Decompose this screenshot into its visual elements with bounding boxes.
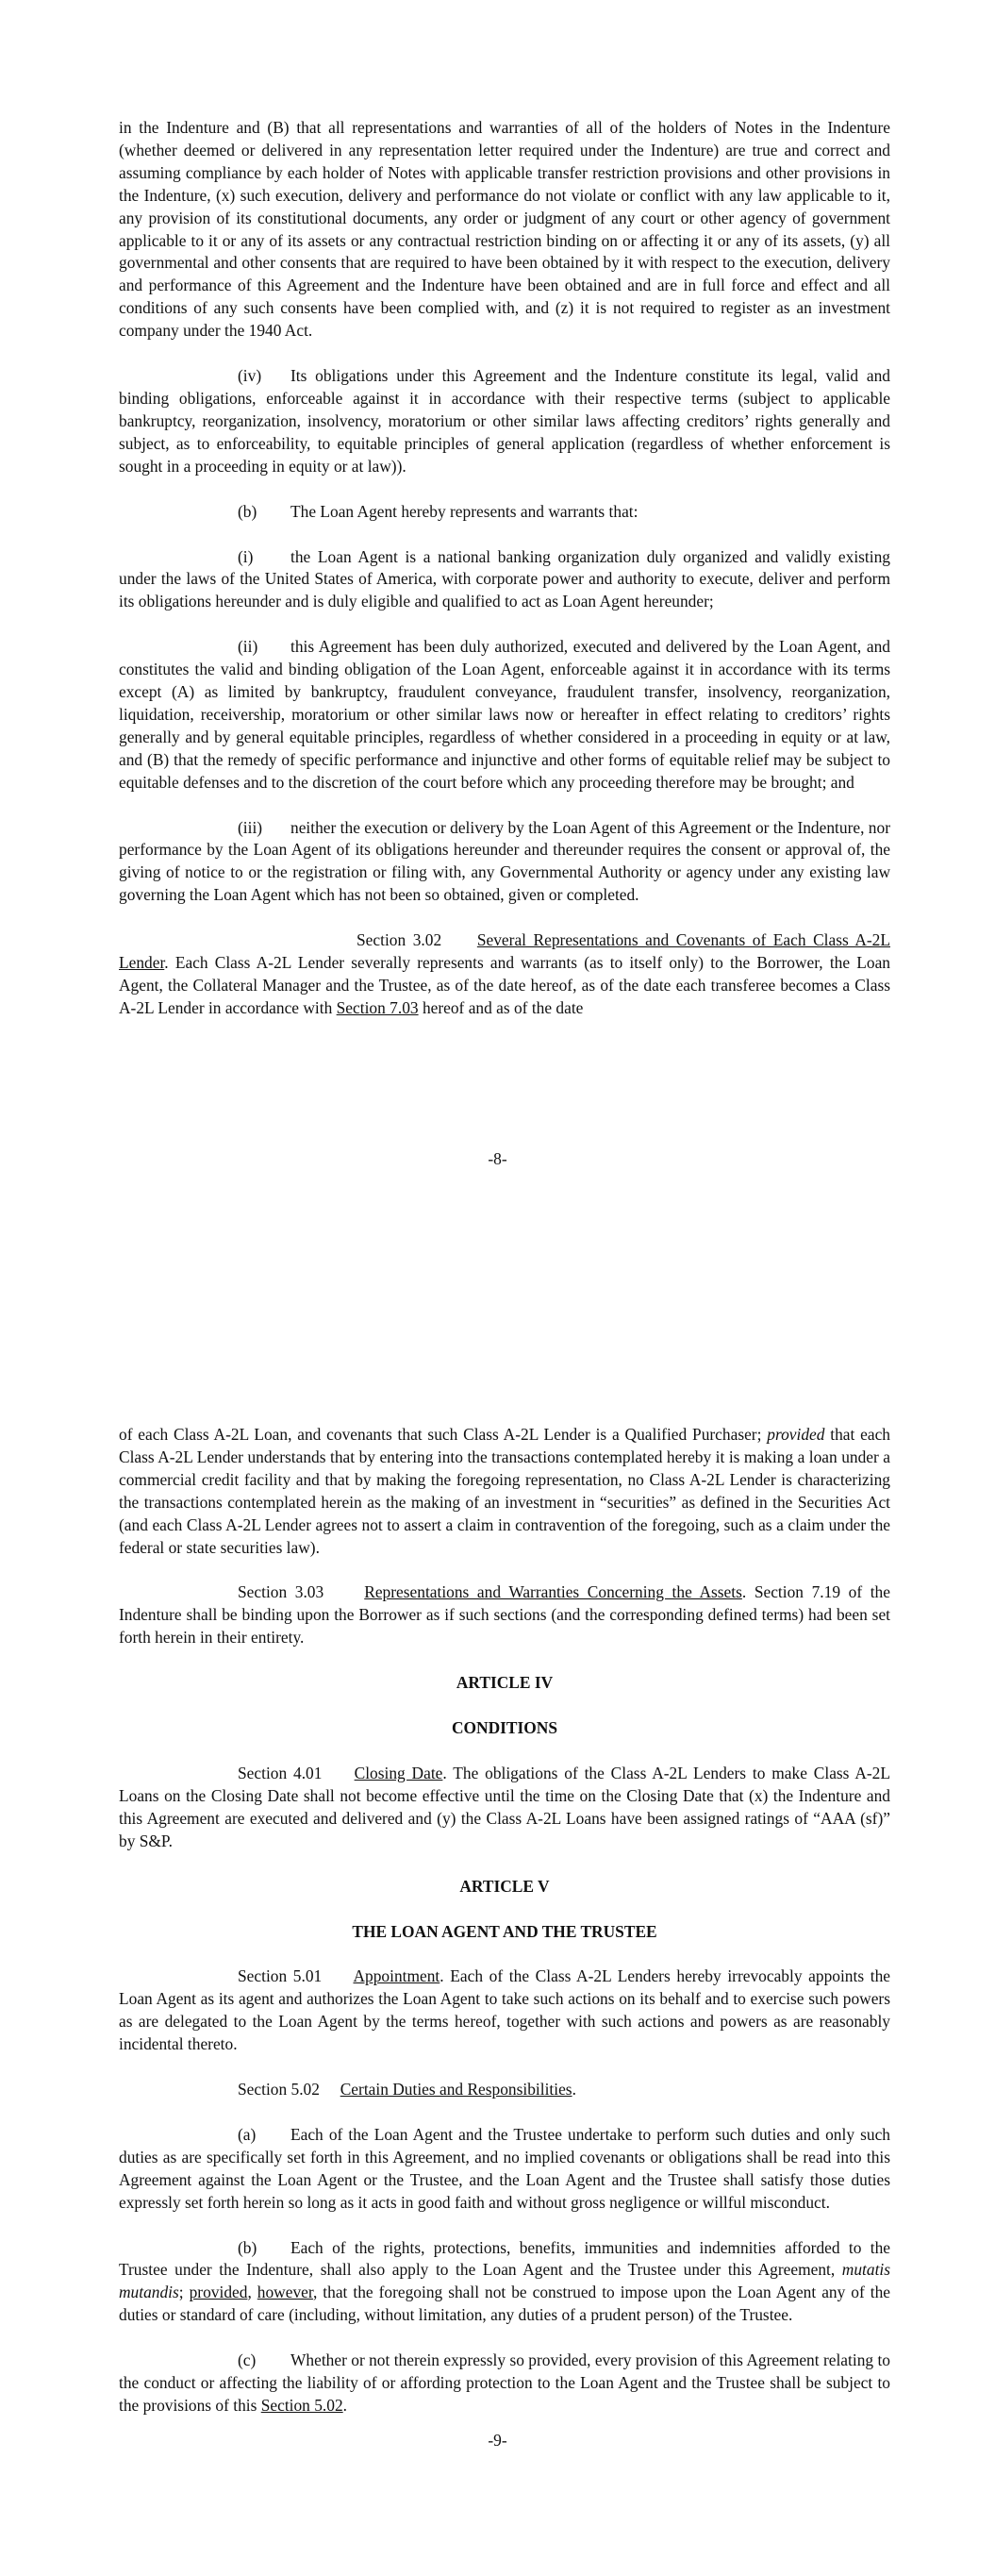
- clause-text: Its obligations under this Agreement and the Indenture constitute its legal, valid and binding obligations, enforceable against it in accordance with their respective terms (subject to applicable bankruptcy, reorganization, insolvency, moratorium or other similar laws affecting creditors’ rights generally and subject, as to enforceability, to equitable principles of general application (regardless of whether enforcement is sought in a proceeding in equity or at law)).: [119, 366, 890, 476]
- clause-text: The Loan Agent hereby represents and warrants that:: [290, 501, 638, 521]
- section-text: . Section 7.19 of the Indenture shall be binding upon the Borrower as if such sections (and the corresponding defined terms) had been set forth herein in their entirety.: [119, 1582, 890, 1648]
- clause-number: (ii): [238, 637, 258, 657]
- clause-text: this Agreement has been duly authorized, executed and delivered by the Loan Agent, and constitutes the valid and binding obligation of the Loan Agent, enforceable against it in accordance with its terms except (A) as limited by bankruptcy, fraudulent conveyance, fraudulent transfer, insolvency, reorganization, liquidation, receivership, moratorium or other similar laws now or hereafter in effect relating to creditors’ rights generally and by general equitable principles, regardless of whether considered in a proceeding in equity or at law, and (B) that the remedy of specific performance and injunctive and other forms of equitable relief may be subject to equitable defenses and to the discretion of the court before which any proceeding therefore may be brought; and: [119, 637, 890, 792]
- text-run: ,: [247, 2283, 257, 2302]
- clause-number: (a): [238, 2124, 257, 2144]
- mutatis-mutandis-term: mutatis mutandis: [119, 2260, 890, 2302]
- clause-text: Each of the rights, protections, benefits, immunities and indemnities afforded to the Trustee under the Indenture, shall also apply to the Loan Agent and the Trustee under this Agreement,: [119, 2237, 890, 2280]
- section-text: . Each of the Class A-2L Lenders hereby irrevocably appoints the Loan Agent as its agent and authorizes the Loan Agent to take such actions on its behalf and to exercise such powers as are delegated to the Loan Agent by the terms hereof, together with such actions and powers as are reasonably incidental thereto.: [119, 1966, 890, 2054]
- clause-iv: [119, 365, 890, 478]
- paragraph-continuation: [119, 1424, 890, 1559]
- page-8-body: [119, 117, 890, 1020]
- clause-number: (c): [238, 2350, 257, 2370]
- paragraph-continuation: in the Indenture and (B) that all representations and warranties of all of the holders of Notes in the Indenture (whether deemed or delivered in any representation letter required under the Indenture) are true and correct and assuming compliance by each holder of Notes with applicable transfer restriction provisions and other provisions in the Indenture, (x) such execution, delivery and performance do not violate or conflict with any law applicable to it, any provision of its constitutional documents, any order or judgment of any court or other agency of government applicable to it or any of its assets or any contractual restriction binding on or affecting it or any of its assets, (y) all governmental and other consents that are required to have been obtained by it with respect to the execution, delivery and performance of this Agreement and the Indenture have been obtained and are in full force and effect and all conditions of any such consents have been complied with, and (z) it is not required to register as an investment company under the 1940 Act.: [119, 118, 890, 341]
- clause-i: [119, 546, 890, 614]
- clause-text: Each of the Loan Agent and the Trustee undertake to perform such duties and only such duties as are specifically set forth in this Agreement, and no implied covenants or obligations shall be read into this Agreement against the Loan Agent or the Trustee, and the Loan Agent and the Trustee shall satisfy those duties expressly set forth herein so long as it acts in good faith and without gross negligence or willful misconduct.: [119, 2124, 890, 2212]
- section-title: Representations and Warranties Concerning the Assets: [364, 1582, 742, 1602]
- clause-b: [119, 2237, 890, 2328]
- clause-number: (b): [238, 2237, 257, 2257]
- section-number: Section 4.01: [238, 1763, 323, 1782]
- section-4-01: [119, 1763, 890, 1853]
- clause-ii: [119, 636, 890, 794]
- section-number: Section 3.03: [238, 1582, 324, 1602]
- section-number: Section 5.02: [238, 2080, 320, 2099]
- section-cross-reference[interactable]: Section 7.03: [336, 997, 419, 1017]
- section-title: Closing Date: [354, 1763, 443, 1782]
- clause-number: (iv): [238, 366, 262, 386]
- section-number: Section 3.02: [357, 930, 442, 950]
- clause-text: neither the execution or delivery by the Loan Agent of this Agreement or the Indenture, nor performance by the Loan Agent of its obligations hereunder and thereunder requires the consent or approval of, the giving of notice to or the registration or filing with, any Governmental Authority or agency under any existing law governing the Loan Agent which has not been so obtained, given or completed.: [119, 817, 890, 905]
- section-5-01: [119, 1965, 890, 2056]
- provided-term: provided: [189, 2283, 248, 2302]
- text-run: of each Class A-2L Loan, and covenants that such Class A-2L Lender is a Qualified Purchaser;: [119, 1425, 768, 1444]
- page-number: -9-: [488, 2431, 507, 2450]
- section-title: Appointment: [353, 1966, 440, 1986]
- however-term: however: [257, 2283, 313, 2302]
- section-3-03: [119, 1581, 890, 1649]
- section-number: Section 5.01: [238, 1966, 323, 1986]
- clause-text: the Loan Agent is a national banking organization duly organized and validly existing under the laws of the United States of America, with corporate power and authority to execute, deliver and perform its obligations hereunder and is duly eligible and qualified to act as Loan Agent hereunder;: [119, 546, 890, 611]
- page-9: [0, 1264, 995, 2576]
- clause-number: (i): [238, 546, 254, 566]
- page-9-body: [119, 1424, 890, 2417]
- text-run: .: [342, 2396, 348, 2415]
- article-iv-title: CONDITIONS: [451, 1718, 558, 1738]
- clause-b: [119, 501, 890, 524]
- article-v-heading: ARTICLE V: [459, 1876, 550, 1896]
- clause-a: [119, 2124, 890, 2215]
- section-title: Certain Duties and Responsibilities: [340, 2080, 572, 2099]
- text-run: ;: [178, 2283, 190, 2302]
- clause-number: (b): [238, 501, 257, 521]
- section-text: . The obligations of the Class A-2L Lenders to make Class A-2L Loans on the Closing Date shall not become effective until the time on the Closing Date that (x) the Indenture and this Agreement are executed and delivered and (y) the Class A-2L Loans have been assigned ratings of “AAA (sf)” by S&P.: [119, 1763, 890, 1850]
- text-run: that each Class A-2L Lender understands that by entering into the transactions contemplated hereby it is making a loan under a commercial credit facility and that by making the foregoing representation, no Class A-2L Lender is characterizing the transactions contemplated herein as the making of an investment in “securities” as defined in the Securities Act (and each Class A-2L Lender agrees not to assert a claim in contravention of the foregoing, such as a claim under the federal or state securities law).: [119, 1425, 891, 1557]
- provided-term: provided: [767, 1425, 825, 1444]
- page-number: -8-: [488, 1149, 507, 1168]
- clause-text: Whether or not therein expressly so provided, every provision of this Agreement relating to the conduct or affecting the liability of or affording protection to the Loan Agent and the Trustee shall be subject to the provisions of this: [119, 2350, 890, 2415]
- section-5-02: [119, 2079, 890, 2101]
- text-run: , that the foregoing shall not be construed to impose upon the Loan Agent any of the duties or standard of care (including, without limitation, any duties of a prudent person) of the Trustee.: [119, 2283, 891, 2325]
- article-iv-heading: ARTICLE IV: [456, 1673, 554, 1693]
- section-3-02: [119, 929, 890, 1020]
- clause-c: [119, 2350, 890, 2417]
- clause-number: (iii): [238, 817, 263, 837]
- page-8: [0, 0, 995, 1264]
- section-text: . Each Class A-2L Lender severally represents and warrants (as to itself only) to the Borrower, the Loan Agent, the Collateral Manager and the Trustee, as of the date hereof, as of the date each transferee becomes a Class A-2L Lender in accordance with: [119, 953, 890, 1017]
- clause-iii: [119, 817, 890, 908]
- section-text-tail: hereof and as of the date: [418, 997, 584, 1017]
- section-title: Several Representations and Covenants of Each Class A-2L Lender: [119, 930, 890, 973]
- section-period: .: [572, 2080, 576, 2099]
- article-v-title: THE LOAN AGENT AND THE TRUSTEE: [352, 1921, 657, 1941]
- section-cross-reference[interactable]: Section 5.02: [260, 2396, 343, 2415]
